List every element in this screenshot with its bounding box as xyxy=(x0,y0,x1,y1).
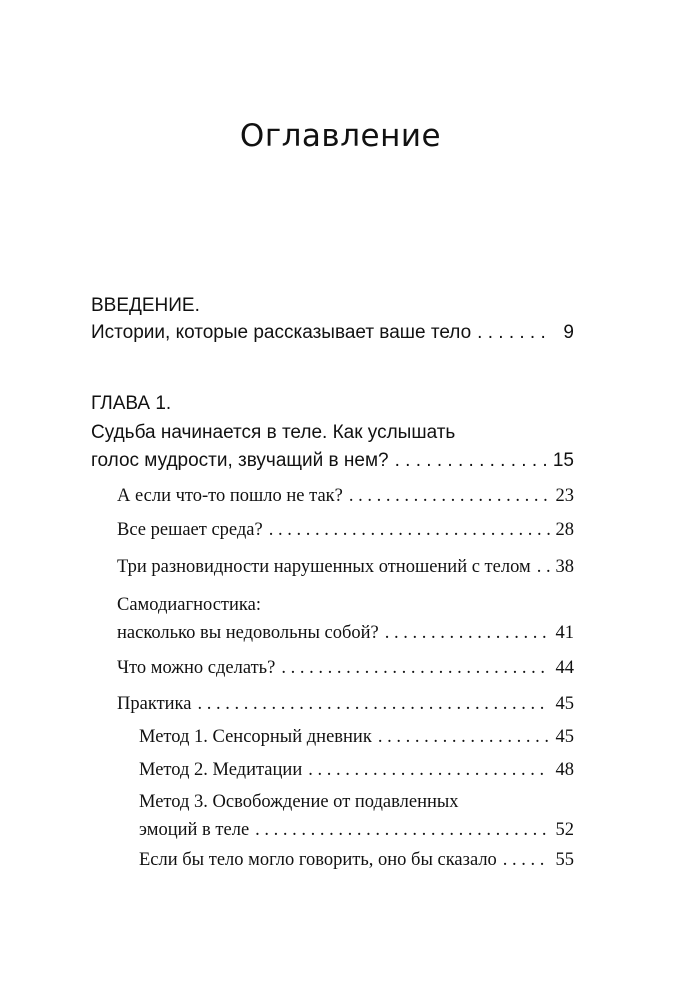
dot-leader xyxy=(308,755,549,785)
toc-page-number: 55 xyxy=(555,850,574,870)
toc-entry-label: Три разновидности нарушенных отношений с телом xyxy=(117,557,531,577)
toc-entry-label: эмоций в теле xyxy=(139,820,250,840)
toc-page-number: 52 xyxy=(555,820,574,840)
toc-entry-label: А если что-то пошло не так? xyxy=(117,486,343,506)
toc-page-number: 23 xyxy=(555,486,574,506)
toc-entry-label: Метод 1. Сенсорный дневник xyxy=(139,727,372,747)
chapter-heading: ГЛАВА 1. xyxy=(91,393,172,414)
dot-leader xyxy=(395,446,547,476)
toc-entry-chapter1[interactable] xyxy=(91,446,574,476)
toc-page-number: 38 xyxy=(555,557,574,577)
toc-entry-subsection[interactable] xyxy=(139,722,574,752)
toc-entry-section[interactable] xyxy=(117,515,574,545)
dot-leader xyxy=(477,318,550,348)
dot-leader xyxy=(503,845,550,875)
dot-leader xyxy=(255,815,549,845)
dot-leader xyxy=(269,515,550,545)
toc-page-number: 41 xyxy=(555,623,574,643)
toc-entry-subsection[interactable] xyxy=(139,815,574,845)
toc-entry-label: Что можно сделать? xyxy=(117,658,276,678)
toc-entry-subsection[interactable] xyxy=(139,845,574,875)
dot-leader xyxy=(281,653,549,683)
toc-entry-section[interactable] xyxy=(117,689,574,719)
toc-entry-intro[interactable] xyxy=(91,318,574,348)
toc-entry-section[interactable] xyxy=(117,552,574,582)
toc-page-number: 9 xyxy=(563,322,574,343)
dot-leader xyxy=(378,722,550,752)
dot-leader xyxy=(197,689,549,719)
toc-entry-section[interactable] xyxy=(117,618,574,648)
toc-entry-label: насколько вы недовольны собой? xyxy=(117,623,379,643)
toc-entry-label: Практика xyxy=(117,694,192,714)
toc-page-number: 48 xyxy=(555,760,574,780)
dot-leader xyxy=(349,481,550,511)
toc-page-number: 44 xyxy=(555,658,574,678)
toc-page-number: 15 xyxy=(552,450,574,471)
toc-entry-label: Истории, которые рассказывает ваше тело xyxy=(91,322,472,343)
dot-leader xyxy=(537,552,550,582)
toc-entry-label-line1: Метод 3. Освобождение от подавленных xyxy=(139,792,459,812)
toc-entry-section[interactable] xyxy=(117,653,574,683)
dot-leader xyxy=(385,618,550,648)
toc-entry-label: Все решает среда? xyxy=(117,520,263,540)
toc-entry-section[interactable] xyxy=(117,481,574,511)
toc-page-number: 28 xyxy=(555,520,574,540)
toc-entry-label: Если бы тело могло говорить, оно бы сказало xyxy=(139,850,497,870)
toc-page-number: 45 xyxy=(555,694,574,714)
toc-entry-label-line1: Самодиагностика: xyxy=(117,595,261,615)
toc-entry-label: Метод 2. Медитации xyxy=(139,760,303,780)
toc-entry-subsection[interactable] xyxy=(139,755,574,785)
intro-heading: ВВЕДЕНИЕ. xyxy=(91,295,200,316)
toc-page-number: 45 xyxy=(555,727,574,747)
chapter-title-line1: Судьба начинается в теле. Как услышать xyxy=(91,422,456,443)
page-title: Оглавление xyxy=(239,118,442,154)
toc-entry-label: голос мудрости, звучащий в нем? xyxy=(91,450,389,471)
